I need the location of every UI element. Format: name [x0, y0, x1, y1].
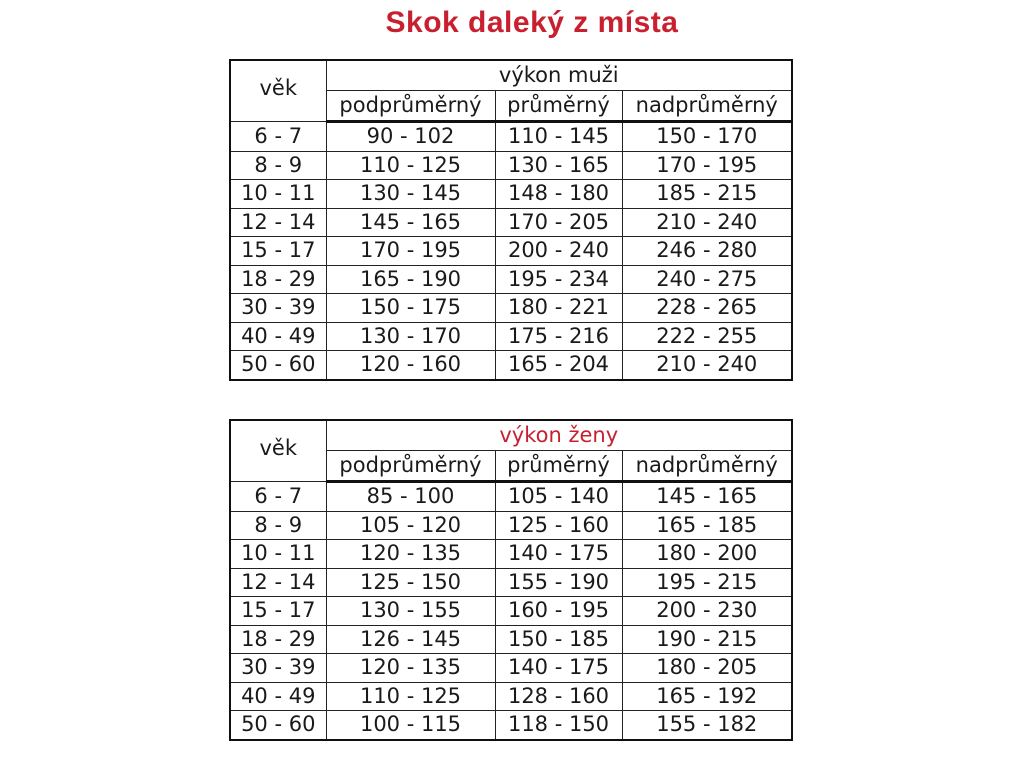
- above-average-cell: 195 - 215: [622, 568, 792, 597]
- average-cell: 130 - 165: [495, 151, 622, 180]
- above-average-cell: 180 - 200: [622, 540, 792, 569]
- table-row: [230, 122, 792, 152]
- level-header-average: průměrný: [495, 91, 622, 122]
- below-average-cell: 110 - 125: [326, 682, 495, 711]
- level-header-above-average: nadprůměrný: [622, 91, 792, 122]
- average-cell: 140 - 175: [495, 654, 622, 683]
- table-row: [230, 597, 792, 626]
- age-cell: 30 - 39: [230, 654, 326, 683]
- average-cell: 170 - 205: [495, 208, 622, 237]
- men-norms-table: [229, 59, 793, 381]
- below-average-cell: 85 - 100: [326, 482, 495, 512]
- average-cell: 128 - 160: [495, 682, 622, 711]
- below-average-cell: 165 - 190: [326, 265, 495, 294]
- average-cell: 160 - 195: [495, 597, 622, 626]
- above-average-cell: 155 - 182: [622, 711, 792, 740]
- age-cell: 6 - 7: [230, 482, 326, 512]
- above-average-cell: 200 - 230: [622, 597, 792, 626]
- above-average-cell: 222 - 255: [622, 322, 792, 351]
- level-header-below-average: podprůměrný: [326, 91, 495, 122]
- below-average-cell: 150 - 175: [326, 294, 495, 323]
- above-average-cell: 240 - 275: [622, 265, 792, 294]
- average-cell: 110 - 145: [495, 122, 622, 152]
- below-average-cell: 170 - 195: [326, 237, 495, 266]
- average-cell: 195 - 234: [495, 265, 622, 294]
- average-cell: 140 - 175: [495, 540, 622, 569]
- table-row: [230, 682, 792, 711]
- table-row: [230, 237, 792, 266]
- age-cell: 12 - 14: [230, 568, 326, 597]
- table-row: [230, 625, 792, 654]
- table-row: [230, 711, 792, 740]
- average-cell: 148 - 180: [495, 180, 622, 209]
- below-average-cell: 100 - 115: [326, 711, 495, 740]
- above-average-cell: 165 - 192: [622, 682, 792, 711]
- below-average-cell: 105 - 120: [326, 511, 495, 540]
- below-average-cell: 120 - 135: [326, 654, 495, 683]
- average-cell: 155 - 190: [495, 568, 622, 597]
- men-group-header: výkon muži: [326, 60, 792, 91]
- age-cell: 50 - 60: [230, 351, 326, 380]
- age-cell: 18 - 29: [230, 625, 326, 654]
- age-cell: 8 - 9: [230, 511, 326, 540]
- level-header-above-average: nadprůměrný: [622, 451, 792, 482]
- average-cell: 200 - 240: [495, 237, 622, 266]
- table-row: [230, 511, 792, 540]
- table-row: [230, 654, 792, 683]
- above-average-cell: 150 - 170: [622, 122, 792, 152]
- below-average-cell: 126 - 145: [326, 625, 495, 654]
- average-cell: 150 - 185: [495, 625, 622, 654]
- above-average-cell: 185 - 215: [622, 180, 792, 209]
- average-cell: 175 - 216: [495, 322, 622, 351]
- age-cell: 6 - 7: [230, 122, 326, 152]
- age-column-header: věk: [230, 420, 326, 482]
- below-average-cell: 120 - 160: [326, 351, 495, 380]
- below-average-cell: 110 - 125: [326, 151, 495, 180]
- age-cell: 15 - 17: [230, 597, 326, 626]
- age-cell: 10 - 11: [230, 540, 326, 569]
- above-average-cell: 145 - 165: [622, 482, 792, 512]
- women-group-header: výkon ženy: [326, 420, 792, 451]
- above-average-cell: 190 - 215: [622, 625, 792, 654]
- age-cell: 18 - 29: [230, 265, 326, 294]
- age-cell: 12 - 14: [230, 208, 326, 237]
- age-cell: 10 - 11: [230, 180, 326, 209]
- above-average-cell: 165 - 185: [622, 511, 792, 540]
- above-average-cell: 210 - 240: [622, 208, 792, 237]
- age-cell: 30 - 39: [230, 294, 326, 323]
- below-average-cell: 90 - 102: [326, 122, 495, 152]
- table-row: [230, 540, 792, 569]
- above-average-cell: 246 - 280: [622, 237, 792, 266]
- level-header-below-average: podprůměrný: [326, 451, 495, 482]
- women-norms-table: [229, 419, 793, 741]
- above-average-cell: 170 - 195: [622, 151, 792, 180]
- age-cell: 50 - 60: [230, 711, 326, 740]
- table-row: [230, 351, 792, 380]
- table-row: [230, 208, 792, 237]
- age-column-header: věk: [230, 60, 326, 122]
- table-row: [230, 294, 792, 323]
- level-header-average: průměrný: [495, 451, 622, 482]
- average-cell: 105 - 140: [495, 482, 622, 512]
- average-cell: 180 - 221: [495, 294, 622, 323]
- below-average-cell: 145 - 165: [326, 208, 495, 237]
- table-row: [230, 151, 792, 180]
- table-row: [230, 322, 792, 351]
- above-average-cell: 210 - 240: [622, 351, 792, 380]
- age-cell: 40 - 49: [230, 322, 326, 351]
- below-average-cell: 130 - 145: [326, 180, 495, 209]
- age-cell: 15 - 17: [230, 237, 326, 266]
- above-average-cell: 180 - 205: [622, 654, 792, 683]
- below-average-cell: 130 - 155: [326, 597, 495, 626]
- average-cell: 125 - 160: [495, 511, 622, 540]
- page-title: Skok daleký z místa: [385, 6, 679, 39]
- table-row: [230, 482, 792, 512]
- table-row: [230, 180, 792, 209]
- below-average-cell: 120 - 135: [326, 540, 495, 569]
- average-cell: 165 - 204: [495, 351, 622, 380]
- average-cell: 118 - 150: [495, 711, 622, 740]
- table-row: [230, 568, 792, 597]
- age-cell: 8 - 9: [230, 151, 326, 180]
- table-row: [230, 265, 792, 294]
- below-average-cell: 125 - 150: [326, 568, 495, 597]
- age-cell: 40 - 49: [230, 682, 326, 711]
- below-average-cell: 130 - 170: [326, 322, 495, 351]
- above-average-cell: 228 - 265: [622, 294, 792, 323]
